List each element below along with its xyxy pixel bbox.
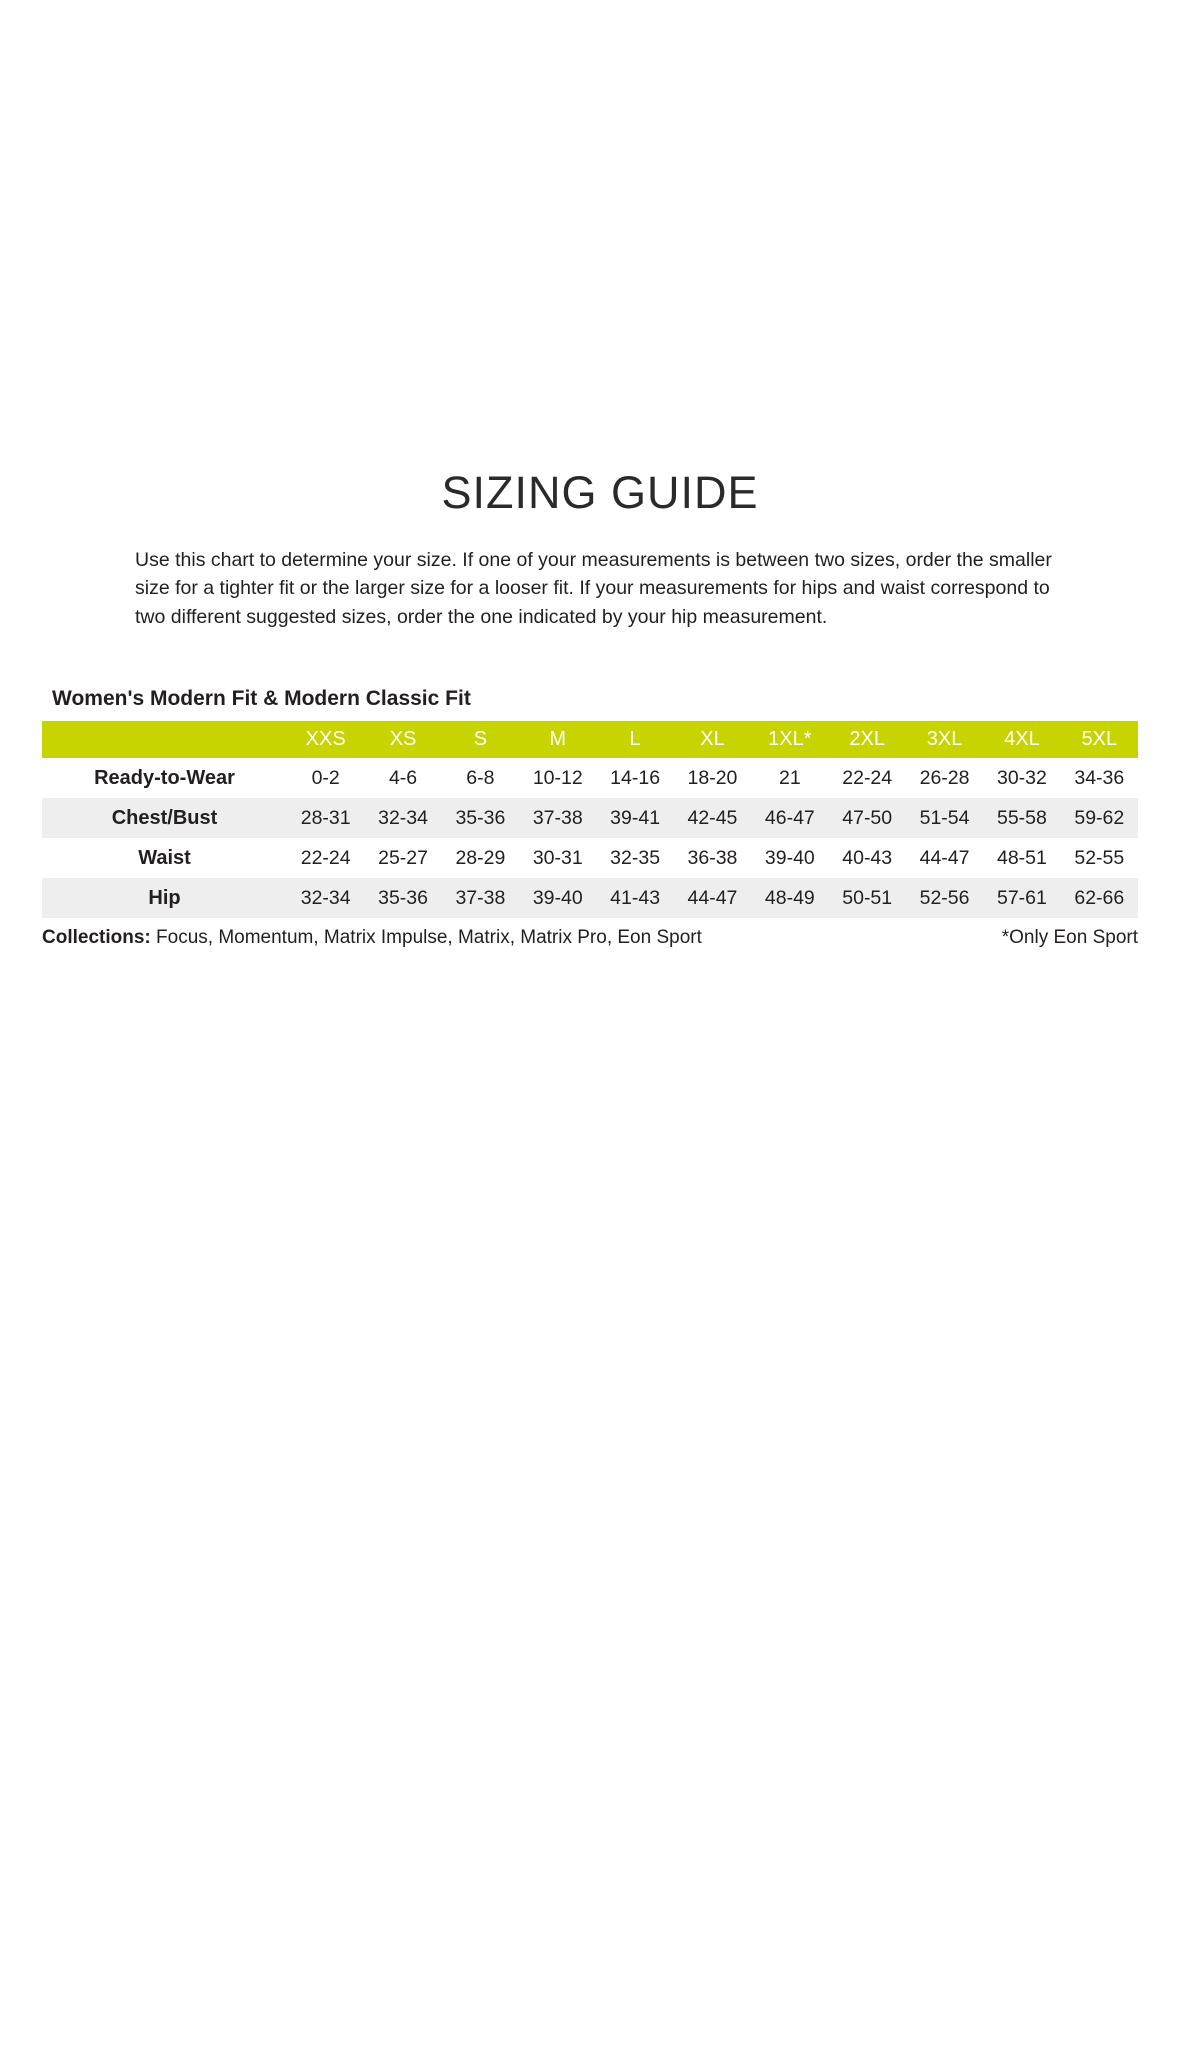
- table-row: [42, 798, 1138, 838]
- row-label: Hip: [42, 878, 287, 918]
- size-value-cell: 22-24: [300, 846, 351, 869]
- size-column-header: XXS: [287, 721, 364, 758]
- size-value-cell: 30-31: [532, 846, 583, 869]
- size-value-cell: 50-51: [829, 878, 906, 918]
- row-label: Ready-to-Wear: [94, 766, 235, 789]
- size-column-header: 5XL: [1061, 721, 1138, 758]
- size-value-cell: 51-54: [906, 798, 983, 838]
- size-value-cell: 6-8: [466, 766, 495, 789]
- size-value-cell: 10-12: [532, 766, 583, 789]
- size-column-header: L: [596, 721, 673, 758]
- collections-value: Focus, Momentum, Matrix Impulse, Matrix, Matrix Pro, Eon Sport: [156, 927, 702, 949]
- size-value-cell: 57-61: [983, 878, 1060, 918]
- size-value-cell: 32-34: [287, 878, 364, 918]
- size-value-cell: 28-29: [455, 846, 506, 869]
- table-row: [42, 758, 1138, 798]
- size-value-cell: 52-56: [906, 878, 983, 918]
- size-value-cell: 37-38: [519, 798, 596, 838]
- row-label: Chest/Bust: [42, 798, 287, 838]
- size-value-cell: 4-6: [388, 766, 418, 789]
- size-table-body: [42, 758, 1138, 918]
- table-row: [42, 838, 1138, 878]
- size-table-header-row: [42, 721, 1138, 758]
- size-value-cell: 25-27: [378, 846, 428, 869]
- size-value-cell: 28-31: [287, 798, 364, 838]
- footnote: *Only Eon Sport: [1001, 927, 1138, 949]
- size-table: [42, 721, 1138, 918]
- size-table-head: [42, 721, 1138, 758]
- size-value-cell: 62-66: [1061, 878, 1138, 918]
- row-label: Waist: [138, 846, 191, 869]
- size-column-header: 1XL*: [751, 721, 828, 758]
- size-value-cell: 0-2: [311, 766, 340, 789]
- size-value-cell: 32-34: [364, 798, 441, 838]
- size-value-cell: 52-55: [1074, 846, 1125, 869]
- size-value-cell: 22-24: [842, 766, 893, 789]
- size-value-cell: 21: [778, 766, 801, 789]
- page-title: SIZING GUIDE: [441, 467, 759, 518]
- size-value-cell: 39-40: [519, 878, 596, 918]
- collections-label: Collections:: [42, 927, 151, 949]
- size-value-cell: 18-20: [687, 766, 738, 789]
- table-footer: [42, 927, 1138, 949]
- size-value-cell: 37-38: [442, 878, 519, 918]
- intro-paragraph: Use this chart to determine your size. If one of your measurements is between two sizes, order the smaller size for a tighter fit or the larger size for a looser fit. If your measurements for hips and waist correspond to two different suggested sizes, order the one indicated by your hip measurement.: [135, 548, 1052, 628]
- sizing-guide-page: [0, 468, 1200, 2068]
- size-value-cell: 36-38: [687, 846, 738, 869]
- size-value-cell: 47-50: [829, 798, 906, 838]
- size-value-cell: 35-36: [442, 798, 519, 838]
- size-value-cell: 34-36: [1074, 766, 1125, 789]
- size-column-header: 2XL: [829, 721, 906, 758]
- size-value-cell: 44-47: [919, 846, 970, 869]
- size-value-cell: 39-41: [596, 798, 673, 838]
- size-value-cell: 39-40: [764, 846, 815, 869]
- size-value-cell: 30-32: [996, 766, 1047, 789]
- size-column-header: M: [519, 721, 596, 758]
- size-column-header: S: [442, 721, 519, 758]
- corner-header-cell: [42, 721, 287, 758]
- size-value-cell: 26-28: [919, 766, 970, 789]
- size-value-cell: 46-47: [751, 798, 828, 838]
- size-value-cell: 40-43: [842, 846, 893, 869]
- size-value-cell: 55-58: [983, 798, 1060, 838]
- size-value-cell: 14-16: [610, 766, 661, 789]
- section-heading: Women's Modern Fit & Modern Classic Fit: [52, 687, 471, 711]
- collections-note: [42, 927, 702, 949]
- size-column-header: 3XL: [906, 721, 983, 758]
- size-value-cell: 59-62: [1061, 798, 1138, 838]
- size-value-cell: 48-51: [996, 846, 1047, 869]
- size-column-header: XL: [674, 721, 751, 758]
- size-value-cell: 32-35: [610, 846, 661, 869]
- size-value-cell: 42-45: [674, 798, 751, 838]
- size-value-cell: 35-36: [364, 878, 441, 918]
- table-row: [42, 878, 1138, 918]
- size-value-cell: 48-49: [751, 878, 828, 918]
- size-column-header: 4XL: [983, 721, 1060, 758]
- size-value-cell: 44-47: [674, 878, 751, 918]
- size-column-header: XS: [364, 721, 441, 758]
- size-value-cell: 41-43: [596, 878, 673, 918]
